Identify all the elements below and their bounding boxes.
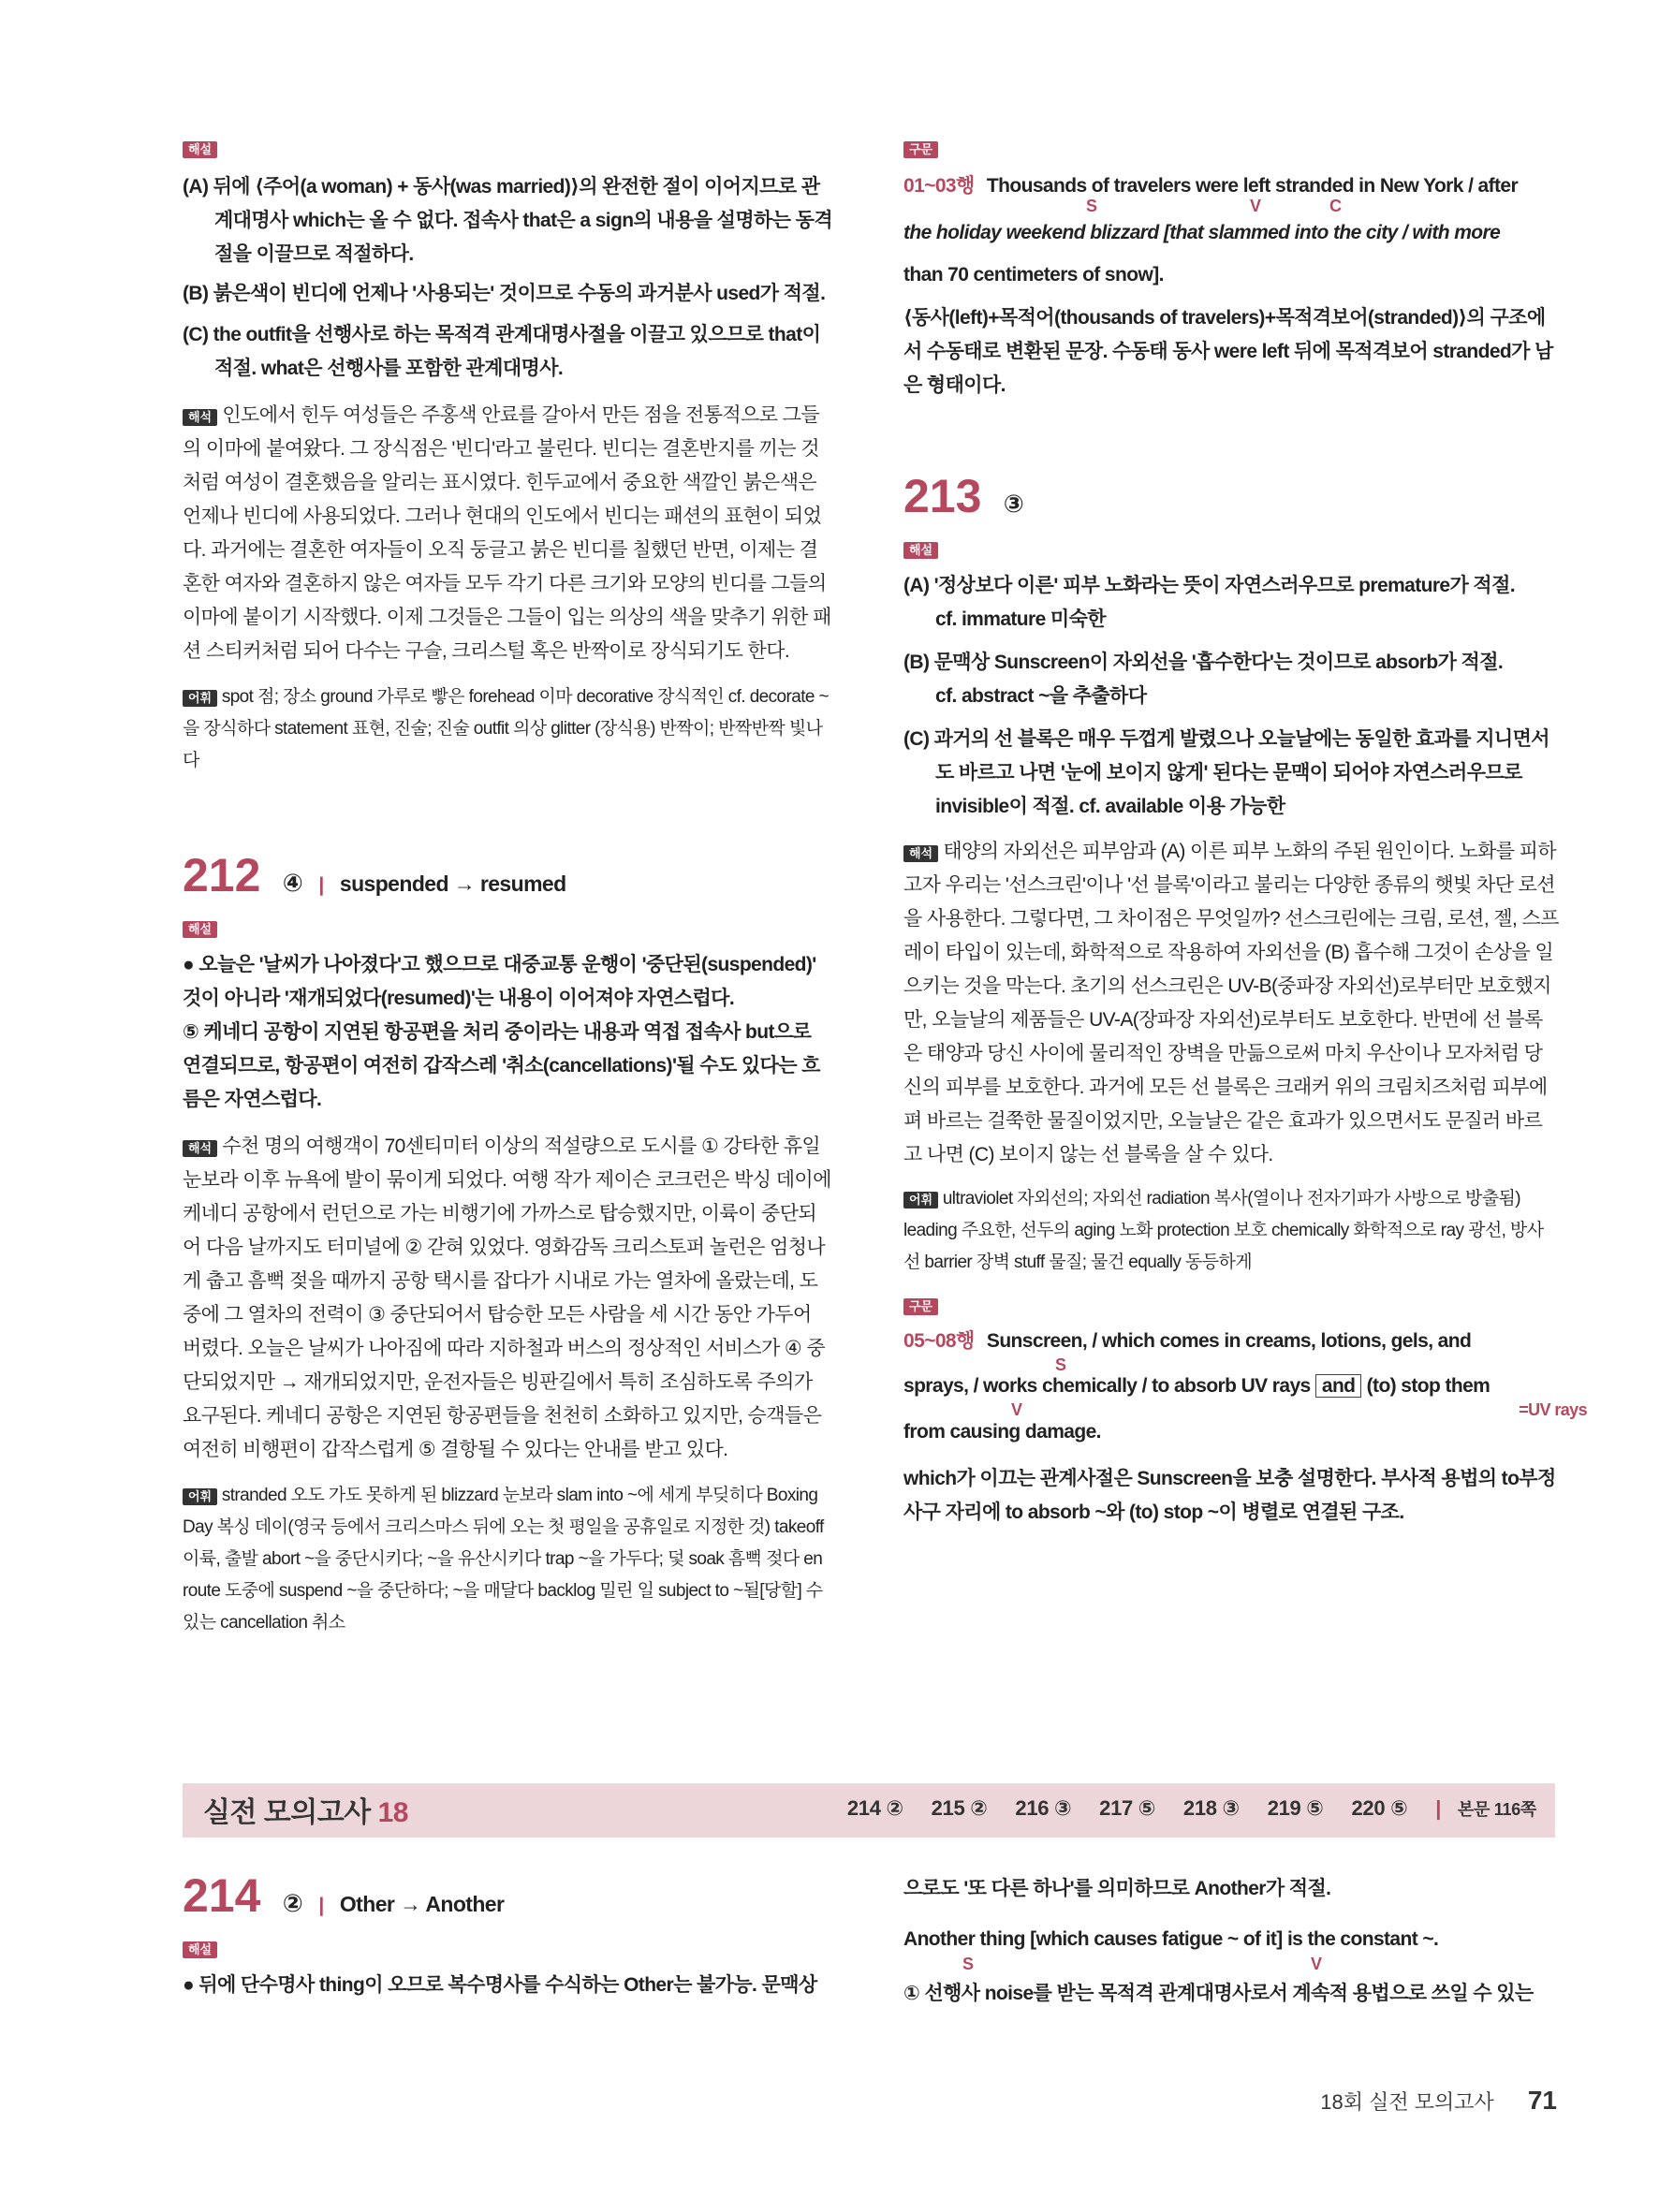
example-sentence: Another thing [which causes fatigue ~ of it] is the constant ~.: [903, 1928, 1439, 1950]
structure-tag: 구문: [903, 141, 938, 158]
question-212: [183, 847, 833, 1639]
question-number: 212: [183, 849, 261, 901]
explain-tag: 해설: [183, 921, 217, 938]
sentence-line-2: sprays, / works chemically / to absorb UV rays: [903, 1375, 1311, 1397]
structure-line-1: [903, 1326, 1559, 1357]
sentence-line-2b: (to) stop them: [1366, 1375, 1490, 1397]
answer-key: [825, 1796, 1536, 1821]
right-column-top: [903, 131, 1559, 403]
translation-paragraph: [183, 399, 833, 668]
answer-key-item: 216 ③: [1015, 1796, 1072, 1820]
answer-mark: ③: [1003, 490, 1024, 518]
answer-key-item: 219 ⑤: [1267, 1796, 1324, 1820]
banner-title-number: 18: [377, 1797, 408, 1828]
question-214: [183, 1868, 833, 2002]
explain-a-cf: cf. immature 미숙한: [935, 608, 1106, 630]
explain-a: (A) 뒤에 ⟨주어(a woman) + 동사(was married)⟩의 완전한 절이 이어지므로 관계대명사 which는 올 수 없다. 접속사 that은 a sign의 내용을 설명하는 동격절을 이끌므로 적절하다.: [183, 176, 833, 265]
explain-tag: 해설: [183, 141, 217, 158]
sentence-line-1: Sunscreen, / which comes in creams, lotions, gels, and: [986, 1330, 1472, 1352]
svc-labels-1: [903, 1355, 1559, 1374]
verb-label: V: [1250, 197, 1261, 215]
structure-tag: 구문: [903, 1298, 938, 1315]
complement-label: C: [1329, 197, 1342, 215]
item-1: ① 선행사 noise를 받는 목적격 관계대명사로서 계속적 용법으로 쓰일 수 있는: [903, 1983, 1534, 2004]
question-213: [903, 468, 1587, 1530]
vocab-paragraph: [903, 1183, 1559, 1279]
divider: |: [318, 874, 324, 896]
answer-mark: ②: [282, 1889, 303, 1917]
svc-labels: [903, 1955, 1559, 1973]
explain-tag: 해설: [903, 542, 938, 559]
page-footer: [1320, 2086, 1557, 2116]
structure-note: which가 이끄는 관계사절은 Sunscreen을 보충 설명한다. 부사적 용법의 to부정사구 자리에 to absorb ~와 (to) stop ~이 병렬로 연결된 구조.: [903, 1468, 1556, 1523]
correction: suspended → resumed: [339, 872, 566, 896]
correction: Other → Another: [339, 1892, 505, 1916]
question-number: 214: [183, 1869, 261, 1922]
vocab-paragraph: [183, 681, 833, 777]
svc-labels-2: [903, 1400, 1587, 1419]
subject-label: S: [1086, 197, 1097, 215]
banner-title-prefix: 실전 모의고사: [203, 1797, 371, 1828]
verb-label: V: [1011, 1400, 1022, 1419]
explain-b: (B) 문맥상 Sunscreen이 자외선을 '흡수한다'는 것이므로 absorb가 적절.: [903, 652, 1504, 673]
answer-mark: ④: [282, 869, 303, 897]
sentence-line-3: from causing damage.: [903, 1421, 1101, 1443]
structure-sentence: [903, 170, 1559, 202]
question-number: 213: [903, 470, 982, 522]
answer-key-item: 214 ②: [846, 1796, 903, 1820]
explain-tag: 해설: [183, 1941, 217, 1958]
vocab-tag: 어휘: [903, 1192, 938, 1209]
question-213-header: [903, 468, 1559, 524]
explain-continued: 으로도 '또 다른 하나'를 의미하므로 Another가 적절.: [903, 1878, 1331, 1899]
translation-paragraph: [903, 835, 1559, 1172]
translation-text: 인도에서 힌두 여성들은 주홍색 안료를 갈아서 만든 점을 전통적으로 그들의 이마에 붙여왔다. 그 장식점은 '빈디'라고 불린다. 빈디는 결혼반지를 끼는 것처럼 여성이 결혼했음을 알리는 표시였다. 힌두교에서 중요한 색깔인 붉은색은 언제나 빈디에 사용되었다. 그러나 현대의 인도에서 빈디는 패션의 표현이 되었다. 과거에는 결혼한 여자들이 오직 둥글고 붉은 빈디를 칠했던 반면, 이제는 결혼한 여자와 결혼하지 않은 여자들 모두 각기 다른 크기와 모양의 빈디를 그들의 이마에 붙이기 시작했다. 이제 그것들은 그들이 입는 의상의 색을 맞추기 위한 패션 스티커처럼 되어 다수는 구슬, 크리스털 혹은 반짝이로 장식되기도 한다.: [183, 404, 831, 662]
vocab-tag: 어휘: [183, 1488, 217, 1505]
structure-note: ⟨동사(left)+목적어(thousands of travelers)+목적격보어(stranded)⟩의 구조에서 수동태로 변환된 문장. 수동태 동사 were left 뒤에 목적격보어 stranded가 남은 형태이다.: [903, 307, 1553, 396]
explain-b: (B) 붉은색이 빈디에 언제나 '사용되는' 것이므로 수동의 과거분사 used가 적절.: [183, 283, 826, 304]
translate-tag: 해석: [183, 409, 217, 426]
and-box: and: [1315, 1374, 1362, 1398]
page-number: 71: [1527, 2086, 1557, 2115]
question-214-header: [183, 1868, 833, 1924]
translation-text: 수천 명의 여행객이 70센티미터 이상의 적설량으로 도시를 ① 강타한 휴일 눈보라 이후 뉴욕에 발이 묶이게 되었다. 여행 작가 제이슨 코크런은 박싱 데이에 케네디 공항에서 런던으로 가는 비행기에 가까스로 탑승했지만, 이륙이 중단되어 다음 날까지도 터미널에 ② 갇혀 있었다. 영화감독 크리스토퍼 놀런은 엄청나게 춥고 흠뻑 젖을 때까지 공항 택시를 잡다가 시내로 가는 열차에 올랐는데, 도중에 그 열차의 전력이 ③ 중단되어서 탑승한 모든 사람을 세 시간 동안 가두어 버렸다. 오늘은 날씨가 나아짐에 따라 지하철과 버스의 정상적인 서비스가 ④ 중단되었지만 → 재개되었지만, 운전자들은 빙판길에서 특히 조심하도록 주의가 요구된다. 케네디 공항은 지연된 항공편들을 천천히 소화하고 있지만, 승객들은 여전히 비행편이 갑작스럽게 ⑤ 결항될 수 있다는 안내를 받고 있다.: [183, 1135, 831, 1460]
explain-c: (C) the outfit을 선행사로 하는 목적격 관계대명사절을 이끌고 있으므로 that이 적절. what은 선행사를 포함한 관계대명사.: [183, 324, 821, 379]
question-212-header: [183, 847, 833, 903]
explain-b-cf: cf. abstract ~을 추출하다: [935, 685, 1147, 707]
vocab-paragraph: [183, 1480, 833, 1639]
vocab-text: stranded 오도 가도 못하게 된 blizzard 눈보라 slam into ~에 세게 부딪히다 Boxing Day 복싱 데이(영국 등에서 크리스마스 뒤에 오는 첫 평일을 공휴일로 지정한 것) takeoff 이륙, 출발 abort ~을 중단시키다; ~을 유산시키다 trap ~을 가두다; 덫 soak 흠뻑 젖다 en route 도중에 suspend ~을 중단하다; ~을 매달다 backlog 밀린 일 subject to ~될[당할] 수 있는 cancellation 취소: [183, 1486, 824, 1633]
subject-label: S: [962, 1955, 974, 1973]
vocab-text: spot 점; 장소 ground 가루로 빻은 forehead 이마 decorative 장식적인 cf. decorate ~을 장식하다 statement 표현, 진술; 진술 outfit 의상 glitter (장식용) 반짝이; 반짝반짝 빛나다: [183, 687, 830, 770]
uv-rays-note: =UV rays: [1519, 1400, 1587, 1419]
translation-paragraph: [183, 1130, 833, 1467]
explain-text: ● 뒤에 단수명사 thing이 오므로 복수명사를 수식하는 Other는 불가능. 문맥상: [183, 1974, 817, 1996]
explain-a: (A) '정상보다 이른' 피부 노화라는 뜻이 자연스러우므로 premature가 적절.: [903, 575, 1516, 596]
line-ref: 01~03행: [903, 175, 975, 197]
banner-title: [203, 1789, 408, 1830]
structure-line-2: [903, 1370, 1559, 1402]
explain-c: (C) 과거의 선 블록은 매우 두껍게 발렸으나 오늘날에는 동일한 효과를 지니면서도 바르고 나면 '눈에 보이지 않게' 된다는 문맥이 되어야 자연스러우므로 invisible이 적절. cf. available 이용 가능한: [903, 728, 1549, 817]
vocab-tag: 어휘: [183, 690, 217, 707]
footer-label: 18회 실전 모의고사: [1320, 2090, 1494, 2114]
vocab-text: ultraviolet 자외선의; 자외선 radiation 복사(열이나 전자기파가 사방으로 방출됨) leading 주요한, 선두의 aging 노화 protection 보호 chemically 화학적으로 ray 광선, 방사선 barrier 장벽 stuff 물질; 물건 equally 동등하게: [903, 1189, 1544, 1272]
test-banner: [183, 1783, 1555, 1838]
translate-tag: 해석: [183, 1140, 217, 1157]
subject-label: S: [1055, 1355, 1066, 1374]
answer-key-item: 218 ③: [1182, 1796, 1240, 1820]
divider: |: [318, 1895, 324, 1916]
answer-key-item: 217 ⑤: [1099, 1796, 1156, 1820]
translate-tag: 해석: [903, 845, 938, 862]
explain-1: ● 오늘은 '날씨가 나아졌다'고 했으므로 대중교통 운행이 '중단된(suspended)' 것이 아니라 '재개되었다(resumed)'는 내용이 이어져야 자연스럽다.: [183, 954, 816, 1009]
sentence-line-2: the holiday weekend blizzard [that slammed into the city / with more: [903, 222, 1501, 243]
explain-2: ⑤ 케네디 공항이 지연된 항공편을 처리 중이라는 내용과 역접 접속사 but으로 연결되므로, 항공편이 여전히 갑작스레 '취소(cancellations)'될 수도 있다는 흐름은 자연스럽다.: [183, 1021, 820, 1110]
page-reference: 본문 116쪽: [1457, 1800, 1536, 1819]
left-column-top: [183, 131, 833, 777]
translation-text: 태양의 자외선은 피부암과 (A) 이른 피부 노화의 주된 원인이다. 노화를 피하고자 우리는 '선스크린'이나 '선 블록'이라고 불리는 다양한 종류의 햇빛 차단 로션을 사용한다. 그렇다면, 그 차이점은 무엇일까? 선스크린에는 크림, 로션, 젤, 스프레이 타입이 있는데, 화학적으로 작용하여 자외선을 (B) 흡수해 그것이 손상을 일으키는 것을 막는다. 초기의 선스크린은 UV-B(중파장 자외선)로부터만 보호했지만, 오늘날의 제품들은 UV-A(장파장 자외선)로부터도 보호한다. 반면에 선 블록은 태양과 당신 사이에 물리적인 장벽을 만듦으로써 마치 우산이나 모자처럼 당신의 피부를 보호한다. 과거에 모든 선 블록은 크래커 위의 크림치즈처럼 피부에 펴 바르는 걸쭉한 물질이었지만, 오늘날은 같은 효과가 있으면서도 문질러 바르고 나면 (C) 보이지 않는 선 블록을 살 수 있다.: [903, 841, 1559, 1165]
question-214-continued: [903, 1872, 1559, 2011]
line-ref: 05~08행: [903, 1330, 975, 1352]
answer-key-item: 220 ⑤: [1351, 1796, 1408, 1820]
sentence-line-1: Thousands of travelers were left stranded in New York / after: [986, 175, 1519, 197]
answer-key-item: 215 ②: [931, 1796, 988, 1820]
verb-label: V: [1311, 1955, 1322, 1973]
sentence-line-3: than 70 centimeters of snow].: [903, 264, 1164, 286]
svc-labels: [903, 197, 1559, 217]
divider: |: [1435, 1796, 1442, 1820]
